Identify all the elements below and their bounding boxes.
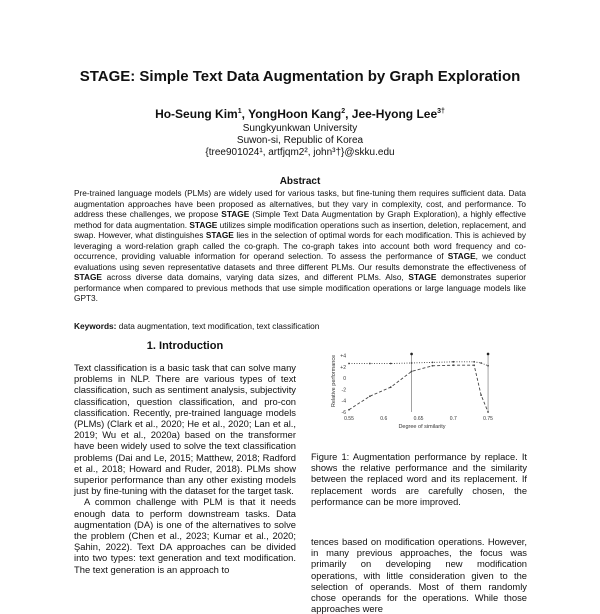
data-point (480, 394, 482, 396)
section-heading-introduction: 1. Introduction (146, 340, 224, 352)
abstract-text: demonstrates superior performance when compared to previous methods that use simple modification operations or large language models like GPT3. (74, 272, 526, 303)
data-point (390, 386, 392, 388)
author-emails: {tree901024¹, artfjqm2², john³†}@skku.edu (205, 147, 395, 158)
y-tick-label: -4 (341, 398, 346, 405)
y-tick-label: +2 (340, 364, 346, 371)
author-list: Ho-Seung Kim$^1$, YongHoon Kang$^2$, Jee-Hyong Lee$^{3\dagger}$ (155, 107, 445, 121)
x-axis-label: Degree of similarity (398, 424, 446, 430)
abstract-text: (Simple Text Data Augmentation by Graph Exploration), a highly effective method for data augmentation. (74, 209, 526, 230)
introduction-body (74, 362, 296, 575)
x-tick-label: 0.6 (380, 416, 388, 422)
method-name: STAGE (205, 230, 234, 240)
method-name: STAGE (408, 272, 437, 282)
method-name: STAGE (447, 251, 476, 261)
affiliation-location: Suwon-si, Republic of Korea (236, 135, 364, 146)
data-point (348, 409, 350, 411)
abstract-body (74, 188, 526, 304)
keywords-label: Keywords: (74, 321, 117, 331)
data-point (369, 363, 371, 365)
data-point (473, 361, 475, 363)
author-name: YongHoon Kang (248, 107, 342, 121)
y-tick-label: 0 (343, 376, 346, 383)
data-point (411, 371, 413, 373)
marker-point (410, 353, 413, 356)
abstract-heading: Abstract (279, 176, 321, 187)
x-tick-label: 0.75 (483, 416, 493, 422)
data-point (487, 411, 489, 413)
data-point (452, 364, 454, 366)
data-point (452, 361, 454, 363)
data-point (390, 363, 392, 365)
data-point (480, 362, 482, 364)
data-point (432, 362, 434, 364)
x-tick-label: 0.7 (449, 416, 457, 422)
abstract-text: Pre-trained language models (PLMs) are widely used for various tasks, but fine-tuning them requires sufficient data. Data augmentation approaches have been proposed as alternatives, but they vary in complexity, cost, and performance. To address these challenges, we propose (74, 188, 526, 219)
paper-title: STAGE: Simple Text Data Augmentation by Graph Exploration (79, 68, 521, 85)
abstract-text: lies in the selection of optimal words for each modification. This is achieved by leveraging a word-relation graph called the co-graph. The co-graph takes into account both word frequency and co-occurrence, providing valuable information for operand selection. To assess the performance of (74, 230, 526, 261)
data-point (487, 365, 489, 367)
marker-point (487, 353, 490, 356)
series-line (349, 365, 488, 412)
data-point (432, 365, 434, 367)
abstract-text: , we conduct evaluations using seven representative datasets and three different PLMs. Our results demonstrate the effectiveness of (74, 251, 526, 272)
y-axis-label: Relative performance (331, 354, 337, 408)
figure-1-caption: Figure 1: Augmentation performance by replace. It shows the relative performance and the similarity between the replaced word and its replacement. If replacement words are carefully chosen, the performance can be more improved. (311, 452, 527, 507)
author-mark: 3† (437, 108, 445, 115)
method-name: STAGE (189, 219, 218, 230)
data-point (411, 362, 413, 364)
chart-layer (331, 353, 493, 430)
author-name: Jee-Hyong Lee (351, 107, 438, 121)
abstract-text: across diverse data domains, varying data sizes, and different PLMs. Also, (101, 272, 409, 282)
data-point (348, 363, 350, 365)
y-tick-label: -2 (341, 387, 346, 394)
affiliation-university: Sungkyunkwan University (242, 123, 358, 134)
paragraph: A common challenge with PLM is that it needs enough data to perform downstream tasks. Data augmentation (DA) is one of the alternatives to solve the problem (Chen et al., 2023; Kumar et al., 2020; Şahin, 2022). Text DA approaches can be divided into two types: text generation and text modification. The text generation is an approach to (74, 496, 296, 575)
paragraph: Text classification is a basic task that can solve many problems in NLP. There are various types of text classification, such as sentiment analysis, subjectivity classification, question classification, and pro-con classification. Recently, pre-trained language models (PLMs) (Clark et al., 2020; He et al., 2020; Lan et al., 2019; Wu et al., 2020a) based on the transformer have been widely used to solve the text classification problems (Dai and Le, 2015; Matthew, 2018; Radford et al., 2018; Howard and Ruder, 2018). PLMs show superior performance than any other existing models just by fine-tuning with the dataset for the target task. (74, 362, 296, 497)
author-name: Ho-Seung Kim (155, 107, 238, 121)
y-tick-label: +4 (340, 353, 346, 360)
data-point (473, 364, 475, 366)
figure-1-chart (315, 344, 527, 444)
keywords (74, 321, 526, 332)
y-tick-label: -6 (341, 410, 346, 416)
right-column-body: tences based on modification operations. However, in many previous approaches, the focus was primarily on developing new modification operations, with little consideration given to the selection of operands. Most of them randomly chose operands for the operations. While those approaches were (311, 536, 527, 614)
abstract-text: utilizes simple modification operations such as insertion, deletion, replacement, and swap. However, what distinguishes (74, 219, 526, 240)
author-mark: 2 (341, 108, 346, 115)
author-mark: 1 (237, 108, 242, 115)
x-tick-label: 0.65 (413, 416, 424, 422)
method-name: STAGE (221, 209, 250, 219)
keywords-text: data augmentation, text modification, text classification (116, 321, 320, 331)
data-point (369, 395, 371, 397)
method-name: STAGE (74, 272, 102, 282)
x-tick-label: 0.55 (344, 416, 354, 422)
